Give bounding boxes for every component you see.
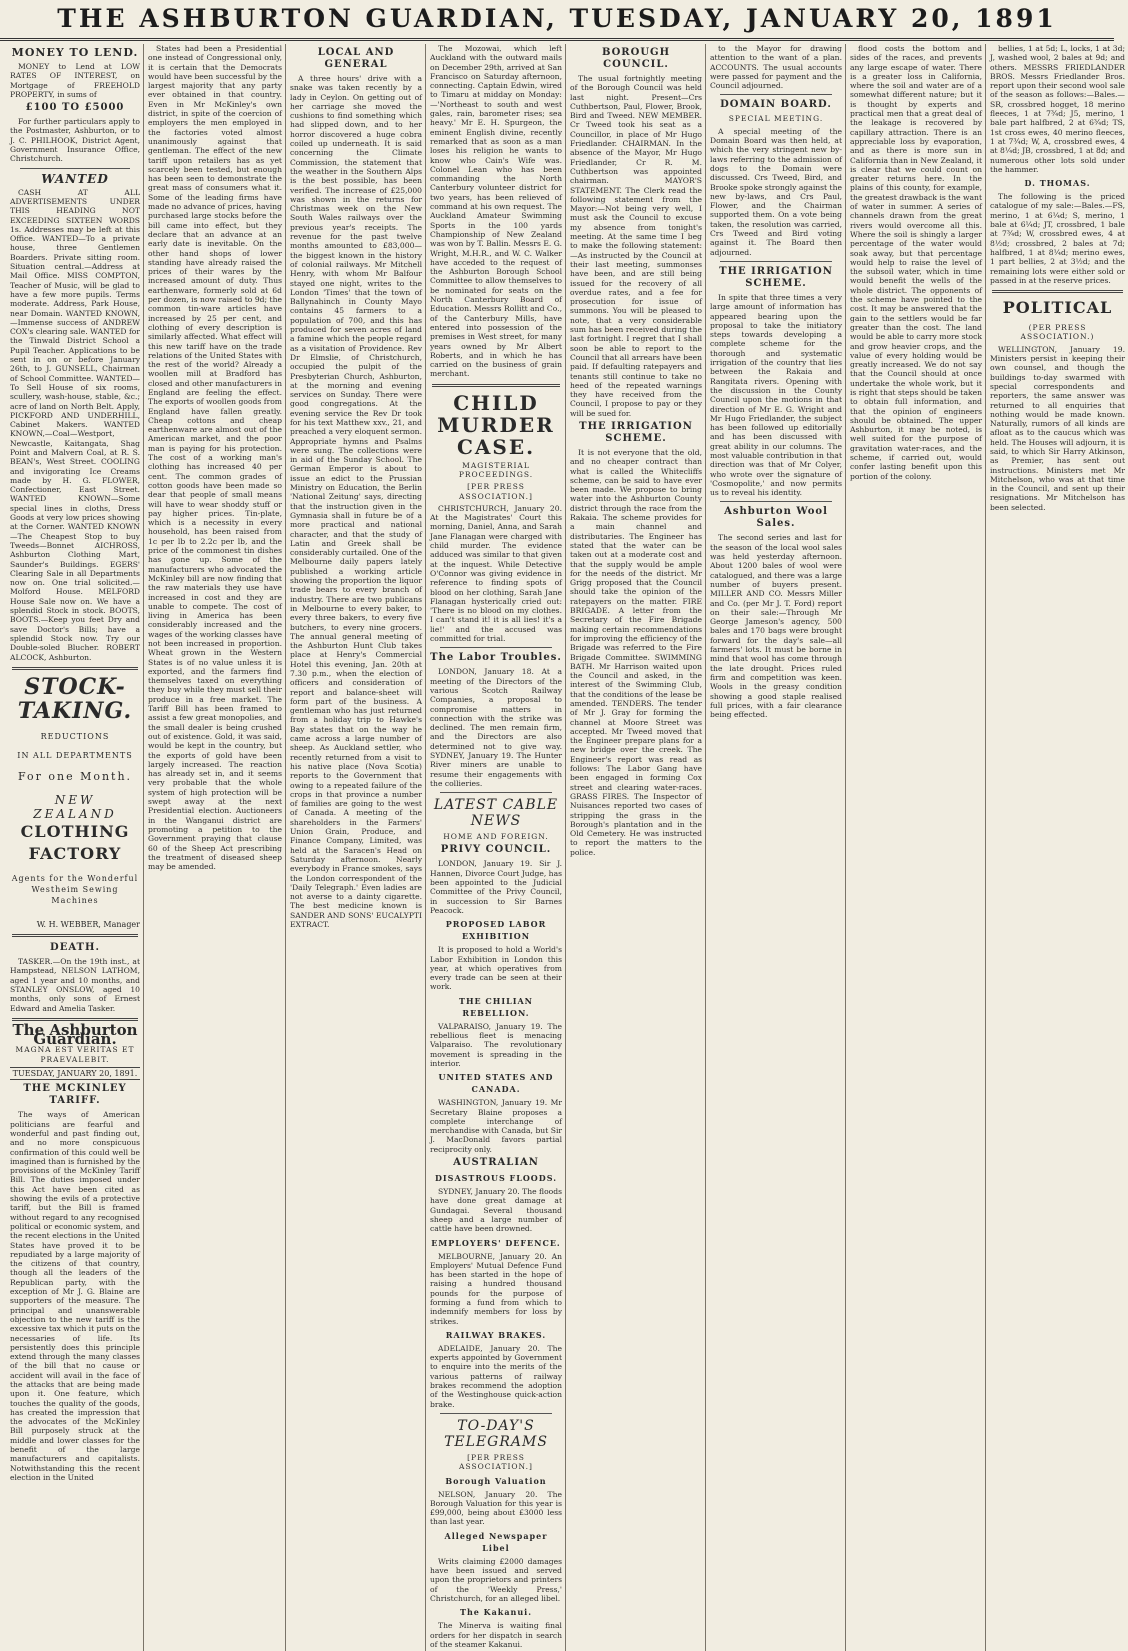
column-8: [990, 44, 1128, 1651]
alleged-libel-text: Writs claiming £2000 damages have been issued and served upon the proprietors and printers of the 'Weekly Press,' Christchurch, for an alleged libel.: [430, 1556, 562, 1603]
reductions-text: REDUCTIONS: [40, 731, 110, 741]
kakanui-heading: The Kakanui.: [460, 1607, 532, 1618]
wool-sales-heading: Ashburton Wool Sales.: [724, 506, 828, 530]
labor-exhibition-heading: PROPOSED LABOR EXHIBITION: [445, 919, 547, 942]
departments-text: IN ALL DEPARTMENTS: [17, 750, 133, 760]
tariff-article: The ways of American politicians are fearful and wonderful and past finding out, and no more conspicuous confirmation of this could well be imagined than is furnished by the provisions of the McKinley Tariff Bill. The duties imposed under this Act have been cited as showing the evils of a protective tariff, but the Bill is framed without regard to any recognised political or economic system, and the recent elections in the United States have proved it to be repudiated by a large majority of the citizens of that country, though all the leaders of the Republican party, with the exception of Mr J. G. Blaine are supporters of the measure. The principal and unanswerable objection to the new tariff is the excessive tax which it puts on the necessaries of life. Its persistently does this principle extend through the many classes of the bill that no cause or accident will avail in the face of the attacks that are being made upon it. One feature, which touches the quality of the goods, has created the impression that the advocates of the McKinley Bill purposely struck at the middle and lower classes for the benefit of the large manufacturers and capitalists. Notwithstanding this the recent election in the United: [10, 1110, 140, 1482]
irrigation-scheme-heading: THE IRRIGATION SCHEME.: [719, 265, 833, 289]
new-zealand-text: NEW ZEALAND: [33, 792, 117, 821]
death-notice: TASKER.—On the 19th inst., at Hampstead, NELSON LATHOM, aged 1 year and 10 months, and STANLEY ONSLOW, aged 10 months, only sons of Ernest Edward and Amelia Tasker.: [10, 957, 140, 1013]
floods-text: SYDNEY, January 20. The floods have done great damage at Gundagai. Several thousand sheep and a large number of cattle have been drowned.: [430, 1187, 562, 1234]
press-association-label: [PER PRESS ASSOCIATION.]: [459, 482, 533, 501]
divider: [720, 501, 832, 502]
privy-council-heading: PRIVY COUNCIL.: [440, 844, 552, 856]
labor-exhibition-text: It is proposed to hold a World's Labor Exhibition in London this year, at which operatives from every trade can be seen at their work.: [430, 945, 562, 992]
labor-troubles-text: LONDON, January 18. At a meeting of the Directors of the various Scotch Railway Companies, a proposal to compromise matters in connection with the strike was declined. The men remain firm, and the Directors are also determined not to give way. SYDNEY, January 19. The Hunter River miners are unable to resume their engagements with the collieries.: [430, 667, 562, 788]
one-month-text: For one Month.: [17, 769, 133, 783]
thomas-catalogue: The following is the priced catalogue of my sale:—Bales.—FS, merino, 1 at 6¼d; S, merino, 1 bale at 6¼d; JT, crossbred, 1 bale at 7¾d; W, crossbred ewes, 4 at 8½d; crossbred, 2 bales at 7d; halfbred, 1 at 8¼d; merino ewes, 1 part bellies, 2 at 3½d; and the remaining lots were either sold or passed in at the reserve prices.: [990, 192, 1125, 285]
wool-sales-text: The second series and last for the season of the local wool sales was held yesterday afternoon. About 1200 bales of wool were catalogued, and there was a large number of buyers present. MILLER AND CO. Messrs Miller and Co. (per Mr J. T. Ford) report on their sale:—Through Mr George Jameson's agency, 500 bales and 170 bags were brought forward for the day's sale—all farmers' lots. It must be borne in mind that wool has come through the late drought. Prices ruled firm and competition was keen. Wools in the greasy condition showing a good staple realised full prices, with a fair clearance being effected.: [710, 533, 842, 720]
newspaper-columns: [10, 44, 1125, 1649]
borough-council-text: The usual fortnightly meeting of the Borough Council was held last night. Present—Crs Cuthbertson, Paul, Flower, Brook, Bird and Tweed. NEW MEMBER. Cr Tweed took his seat as a Councillor, in place of Mr Hugo Friedlander. CHAIRMAN. In the absence of the Mayor, Mr Hugo Friedlander, Cr R. M. Cuthbertson was appointed chairman. MAYOR'S STATEMENT. The Clerk read the following statement from the Mayor:—Not being very well, I must ask the Council to excuse my absence from tonight's meeting. At the same time I beg to make the following statement:—As instructed by the Council at their last meeting, summonses have been, and are still being issued for the recovery of all overdue rates, and a fee for prosecution for issue of summons. You will be pleased to note, that a very considerable sum has been received during the last fortnight. I regret that I shall soon be able to report to the Council that all arrears have been paid. If defaulting ratepayers and tenants still continue to take no heed of the repeated warnings they have received from the Council, I propose to pay or they will be sued for.: [570, 74, 702, 418]
child-murder-heading: CHILD MURDER CASE.: [437, 390, 555, 459]
divider: [12, 934, 138, 937]
thomas-heading: D. THOMAS.: [1024, 178, 1091, 189]
agents-text: Agents for the Wonderful Westheim Sewing Machines: [11, 873, 139, 905]
divider: [440, 1413, 552, 1414]
tariff-article-continued: States had been a Presidential one instead of Congressional only, it is certain that the Democrats would have been successful by the largest majority that any party ever obtained in that country. Even in Mr McKinley's own district, in spite of the coercion of employers the men employed in the factories voted almost unanimously against that gentleman. The effect of the new tariff upon retailers has as yet scarcely been tested, but enough has been seen to demonstrate the great mass of consumers what it. Some of the leading firms have made no advance of prices, having purchased large stocks before the bill came into effect, but they declare that an advance at an early date is inevitable. On the other hand shops of lower standing have already raised the prices of their wares by the increased amount of duty. Thus earthenware, formerly sold at 6d per dozen, is now raised to 9d; the common tin-ware articles have increased by 25 per cent, and clothing of every description is similarly affected. What effect will this new tariff have on the trade relations of the United States with the rest of the world? Already a woollen mill at Bradford has closed and other manufacturers in England are feeling the effect. The exports of woollen goods from England have fallen greatly. Cheap cottons and cheap earthenware are almost out of the American market, and the poor man is paying for his protection. The cost of a working man's clothing has increased 40 per cent. The common grades of cotton goods have been made so dear that people of small means will have to wear shoddy stuff or pay higher prices. Tin-plate, which is a necessity in every household, has been raised from 1c per lb to 2.2c per lb, and the price of the commonest tin dishes has gone up. Some of the manufacturers who advocated the McKinley bill are now finding that the raw materials they use have increased in cost and they are unable to compete. The cost of living in America has been considerably increased and the wages of the working classes have not been increased in proportion. Wheat grown in the Western States is of no value unless it is exported, and the farmers find themselves taxed on everything they buy while they must sell their produce in a free market. The Tariff Bill has been framed to assist a few great monopolies, and the small dealer is being crushed out of existence. Gold, it was said, would be kept in the country, but the exports of gold have been largely increased. The reaction has already set in, and it seems very probable that the whole system of high protection will be swept away at the next Presidential election. Auctioneers in the Wanganui district are promoting a petition to the Government praying that clause 60 of the Sheep Act prescribing the treatment of diseased sheep may be amended.: [148, 44, 282, 872]
us-canada-heading: UNITED STATES AND CANADA.: [438, 1072, 554, 1095]
labor-troubles-heading: The Labor Troubles.: [430, 652, 562, 664]
tariff-heading: THE MCKINLEY TARIFF.: [23, 1083, 127, 1107]
money-to-lend-contact: For further particulars apply to the Postmaster, Ashburton, or to J. C. PHILHOOK, District Agent, Government Insurance Office, Christchurch.: [10, 117, 140, 164]
irrigation-article-continued: flood costs the bottom and sides of the races, and prevents any large escape of water. There is a greater loss in California, where the soil and water are of a somewhat different nature; but it is thought by experts and practical men that a great deal of the leakage is recovered by capillary attraction. There is an appreciable loss by evaporation, and as there is more sun in California than in New Zealand, it is clear that we could count on greater returns here. In the plains of this county, for example, the greatest drawback is the want of water in summer. A series of channels drawn from the great rivers would overcome all this. Where the soil is shingly a larger percentage of the water would soak away, but that percentage would help to raise the level of the subsoil water, which in time would benefit the wells of the whole district. The opponents of the scheme have pointed to the cost. It may be answered that the gain to the settlers would be far greater than the cost. The land would be able to carry more stock and grow heavier crops, and the value of every holding would be greatly increased. We do not say that the Council should at once undertake the whole work, but it is right that steps should be taken to obtain full information, and that the opinion of engineers should be obtained. The upper Ashburton, it may be noted, is well suited for the purpose of gravitation water-races, and the scheme, if carried out, would confer lasting benefit upon this portion of the colony.: [850, 44, 983, 481]
special-meeting-label: SPECIAL MEETING.: [728, 114, 824, 124]
paper-motto: MAGNA EST VERITAS ET PRAEVALEBIT.: [15, 1045, 135, 1064]
railway-brakes-heading: RAILWAY BRAKES.: [445, 1329, 547, 1340]
todays-telegrams-heading: TO-DAY'S TELEGRAMS: [444, 1417, 548, 1450]
paper-name: The Ashburton Guardian.: [12, 1020, 138, 1049]
irrigation-scheme-heading-col5: THE IRRIGATION SCHEME.: [579, 420, 693, 444]
wanted-ads: CASH AT ALL ADVERTISEMENTS UNDER THIS HEADING NOT EXCEEDING SIXTEEN WORDS 1s. Addresses may be left at this Office. WANTED—To a private house, three Gentlemen Boarders. Private sitting room. Situation central.—Address at Mail Office. MISS COMPTON, Teacher of Music, will be glad to have a few more pupils. Terms moderate. Address, Park House, near Domain. WANTED KNOWN,—Immense success of ANDREW COX's clearing sale. WANTED for the Tinwald District School a Pupil Teacher. Applications to be sent in on or before January 26th, to J. GUNSELL, Chairman of School Committee. WANTED—To Sell House of six rooms, scullery, wash-house, stable, &c.; acre of land on North Belt. Apply, PICKFORD AND UNDERHILL, Cabinet Makers. WANTED KNOWN,—Coal—Westport, Newcastle, Kaitangata, Shag Point and Malvern Coal, at R. S. BEAN's, West Street. COOLING and invigorating Ice Creams made by H. G. FLOWER, Confectioner, East Street. WANTED KNOWN—Some special lines in cloths, Dress Goods at very low prices showing at the Corner. WANTED KNOWN—The Cheapest Stop to buy Tweeds—Bonnet AICHROSS, Ashburton Clothing Mart, Saunder's Buildings. EGERS' Clearing Sale in all Departments now on. One trial solicited.—Molford House. MELFORD House Sale now on. We have a splendid Stock in stock. BOOTS, BOOTS.—Keep you feet Dry and save Doctor's Bills; have a splendid Stock now. Try our Double-soled Blucher. ROBERT ALCOCK, Ashburton.: [10, 187, 140, 662]
clothing-factory-ad: [10, 675, 140, 929]
column-1: [10, 44, 144, 1651]
borough-valuation-text: NELSON, January 20. The Borough Valuation for this year is £99,000, being about £3000 less than last year.: [430, 1489, 562, 1527]
irrigation-scheme-text: In spite that three times a very large amount of information has appeared bearing upon the proposal to take the initiatory steps towards developing a complete scheme for the thorough and systematic irrigation of the country that lies between the Rakaia and Rangitata rivers. Opening with the discussion in the County Council upon the motions in that direction of Mr E. G. Wright and Mr Hugo Friedlander, the subject has been followed up editorially and has been discussed with great ability in our columns. The most valuable contribution in that direction was that of Mr Colyer, who wrote over the signature of 'Cosmopolite,' and now permits us to reveal his identity.: [710, 292, 842, 498]
borough-council-heading: BOROUGH COUNCIL.: [601, 47, 671, 70]
divider: [440, 647, 552, 648]
divider: [440, 792, 552, 793]
borough-valuation-heading: Borough Valuation: [445, 1475, 547, 1486]
political-heading: POLITICAL: [1002, 298, 1113, 318]
divider: [432, 384, 560, 387]
divider: [20, 168, 130, 169]
child-murder-text: CHRISTCHURCH, January 20. At the Magistrates' Court this morning, Daniel, Anna, and Sarah Jane Flanagan were charged with child murder. The evidence adduced was similar to that given at the inquest. While Detective O'Connor was giving evidence in reference to finding spots of blood on her clothing, Sarah Jane Flanagan hysterically cried out: 'There is no blood on my clothes. I can't stand it! it is all lies! it's a lie!' and the accused was committed for trial.: [430, 503, 562, 644]
employers-defence-heading: EMPLOYERS' DEFENCE.: [431, 1237, 561, 1248]
telegrams-press-label: [PER PRESS ASSOCIATION.]: [459, 1452, 533, 1472]
newspaper-masthead-title: THE ASHBURTON GUARDIAN, TUESDAY, JANUARY 20, 1891: [57, 4, 1057, 33]
stock-taking-heading: STOCK-TAKING.: [17, 673, 133, 724]
money-sums: £100 TO £5000: [25, 102, 125, 114]
column-6: [710, 44, 846, 1651]
local-and-general-text: A three hours' drive with a snake was taken recently by a lady in Ceylon. On getting out of her carriage she moved the cushions to find something which had slipped down, and to her horror discovered a huge cobra coiled up underneath. It is said concerning the Climate Commission, the statement that the weather in the Southern Alps is the best possible, has been verified. The increase of £25,000 was shown in the returns for Christmas week on the New South Wales railways over the previous year's receipts. The revenue for the past twelve months amounted to £83,000—the biggest known in the history of colonial railways. Mr Mitchell Henry, with whom Mr Balfour stayed one night, writes to the London 'Times' that the town of Ballynahinch in County Mayo contains 45 farmers to a population of 700, and this has produced for seven acres of land a famine which the people regard as a visitation of Providence. Rev Dr Elmslie, of Christchurch, occupied the pulpit of the Presbyterian Church, Ashburton, at the morning and evening services on Sunday. There were good congregations. At the evening service the Rev Dr took for his text Matthew xxv., 21, and preached a very eloquent sermon. Appropriate hymns and Psalms were sung. The collections were in aid of the Sunday School. The German Emperor is about to issue an edict to the Prussian Ministry on Education, the Berlin 'National Zeitung' says, directing that the instruction given in the Gymnasia shall in future be of a more practical and national character, and that the study of Latin and Greek shall be considerably curtailed. One of the Melbourne daily papers lately published a working article showing the proportion the liquor trade bears to every branch of industry. There are two publicans in Melbourne to every baker, to every three bakers, to every five butchers, to every nine grocers. The annual general meeting of the Ashburton Hunt Club takes place at Henry's Commercial Hotel this evening, Jan. 20th at 7.30 p.m., when the election of officers and consideration of report and balance-sheet will form part of the business. A gentleman who has just returned from a holiday trip to Hawke's Bay states that on the way he came across a large number of sheep. As Auckland settler, who recently returned from a visit to his native place (Nova Scotia) reports to the Government that owing to a repeated failure of the crops in that province a number of families are going to the west of Canada. A meeting of the shareholders in the Farmers' Union Grain, Produce, and Finance Company, Limited, was held at the Saracen's Head on Saturday afternoon. Nearly everybody in France smokes, says the London correspondent of the 'Daily Telegraph.' Even ladies are not averse to a dainty cigarette. The best medicine known is SANDER AND SONS' EUCALYPTI EXTRACT.: [290, 74, 422, 930]
column-7: [850, 44, 986, 1651]
railway-brakes-text: ADELAIDE, January 20. The experts appointed by Government to enquire into the merits of the various patterns of railway brakes recommend the adoption of the Westinghouse quick-action brake.: [430, 1343, 562, 1409]
chilian-rebellion-heading: THE CHILIAN REBELLION.: [459, 995, 533, 1018]
political-text: WELLINGTON, January 19. Ministers persist in keeping their own counsel, and though the buildings to-day swarmed with special correspondents and reporters, the same answer was returned to all enquiries that nothing would be made known. Naturally, rumors of all kinds are afloat as to the caucus which was held. The Houses will adjourn, it is said, to which Sir Harry Atkinson, as Premier, has sent out instructions. Ministers met Mr Mitchelson, who was at that time in the Council, and sent up their resignations. Mr Mitchelson has been selected.: [990, 344, 1125, 512]
manager-signature: W. H. WEBBER, Manager: [36, 919, 140, 929]
column-3: [290, 44, 426, 1651]
clothing-factory-text: CLOTHING FACTORY: [20, 821, 130, 863]
column-4: [430, 44, 566, 1651]
employers-defence-text: MELBOURNE, January 20. An Employers' Mutual Defence Fund has been started in the hope of raising a hundred thousand pounds for the purpose of forming a fund from which to indemnify members for loss by strikes.: [430, 1251, 562, 1326]
political-press-label: (PER PRESS ASSOCIATION.): [1020, 323, 1095, 342]
privy-council-text: LONDON, January 19. Sir J. Hannen, Divorce Court Judge, has been appointed to the Judicial Committee of the Privy Council, in succession to Sir Barnes Peacock.: [430, 859, 562, 915]
wool-sale-report: bellies, 1 at 5d; L, locks, 1 at 3d; J, washed wool, 2 bales at 9d; and others. MESSRS FRIEDLANDER BROS. Messrs Friedlander Bros. report upon their second wool sale of the season as follows:—Bales.—SR, crossbred hogget, 18 merino fleeces, 1 at 7¾d; J5, merino, 1 bale part halfbred, 2 at 6¾d; TS, 1st cross ewes, 40 merino fleeces, 1 at 7¾d; W, A, crossbred ewes, 4 at 8¼d; JB, crossbred, 1 at 8d; and numerous other lots sold under the hammer.: [990, 44, 1125, 174]
paper-dateline: TUESDAY, JANUARY 20, 1891.: [10, 1067, 140, 1080]
column-2: [148, 44, 286, 1651]
money-to-lend-text: MONEY to Lend at LOW RATES OF INTEREST, on Mortgage of FREEHOLD PROPERTY, in sums of: [10, 62, 140, 99]
death-heading: DEATH.: [50, 942, 100, 954]
disastrous-floods-heading: DISASTROUS FLOODS.: [434, 1173, 557, 1184]
domain-board-heading: DOMAIN BOARD.: [720, 99, 832, 111]
divider: [12, 667, 138, 670]
masthead: [0, 0, 1114, 41]
australian-heading: AUSTRALIAN: [453, 1157, 539, 1169]
accounts-text: to the Mayor for drawing attention to the want of a plan. ACCOUNTS. The usual accounts were passed for payment and the Council adjourned.: [710, 44, 842, 91]
alleged-libel-heading: Alleged Newspaper Libel: [444, 1530, 548, 1553]
magisterial-heading: MAGISTERIAL PROCEEDINGS.: [458, 460, 534, 479]
chilian-rebellion-text: VALPARAISO, January 19. The rebellious fleet is menacing Valparaiso. The revolutionary movement is spreading in the interior.: [430, 1021, 562, 1068]
domain-board-text: A special meeting of the Domain Board was then held, at which the very stringent new by-laws referring to the admission of dogs to the Domain were discussed. Crs Tweed, Bird, and Brooke spoke strongly against the new by-laws, and Crs Paul, Flower, and the Chairman supported them. On a vote being taken, the resolution was carried, Crs Tweed and Bird voting against it. The Board then adjourned.: [710, 126, 842, 257]
money-to-lend-heading: MONEY TO LEND.: [11, 46, 139, 59]
divider: [720, 94, 832, 95]
local-and-general-heading: LOCAL AND GENERAL: [317, 47, 395, 70]
general-news-text: The Mozowai, which left Auckland with the outward mails on December 29th, arrived at San Francisco on Saturday afternoon, connecting. Captain Edwin, wired to Timaru at midday on Monday:—'Northeast to south and west gales, rain, barometer rises; sea heavy.' Mr E. H. Spurgeon, the eminent English divine, recently remarked that as soon as a man loses his religion he wants to know who Cain's Wife was. Colonel Lean who has been commanding the North Canterbury volunteer district for two years, has been relieved of command at his own request. The Auckland Amateur Swimming Sports in the 100 yards Championship of New Zealand was won by T. Ballin. Messrs E. G. Wright, M.H.R., and W. C. Walker have acceded to the request of the Ashburton Borough School Committee to allow themselves to be nominated for seats on the North Canterbury Board of Education. Messrs Rollitt and Co., of the Canterbury Mills, have entered into possession of the premises in West street, for many years owned by Mr Albert Roberts, and in which he has carried on the business of grain merchant.: [430, 44, 562, 379]
home-and-foreign-label: HOME AND FOREIGN.: [443, 832, 549, 842]
borough-council-text-continued: It is not everyone that the old, and no cheaper contract than what is called the Whitecliffs scheme, can be said to have ever been made. We propose to bring water into the Ashburton County district through the race from the Rakaia. The scheme provides for a main channel and distributaries. The Engineer has stated that the water can be taken out at a moderate cost and that the supply would be ample for the needs of the district. Mr Grigg proposed that the Council should take the opinion of the ratepayers on the matter. FIRE BRIGADE. A letter from the Secretary of the Fire Brigade making certain recommendations for improving the efficiency of the Brigade was referred to the Fire Brigade Committee. SWIMMING BATH. Mr Harrison waited upon the Council and asked, in the interest of the Swimming Club, that the conditions of the lease be amended. TENDERS. The tender of Mr J. Gray for forming the channel at Moore Street was accepted. Mr Tweed moved that the Engineer prepare plans for a new bridge over the creek. The Engineer's report was read as follows: The Labor Gang have been engaged in forming Cox street and clearing water-races. GRASS FIRES. The Inspector of Nuisances reported two cases of stripping the grass in the Borough's plantation and in the Old Cemetery. He was instructed to report the matters to the police.: [570, 447, 702, 857]
latest-cable-news-heading: LATEST CABLE NEWS: [433, 797, 559, 830]
kakanui-text: The Minerva is waiting final orders for her dispatch in search of the steamer Kakanui.: [430, 1621, 562, 1649]
column-5: [570, 44, 706, 1651]
wanted-heading: WANTED: [41, 171, 109, 186]
divider: [720, 261, 832, 262]
divider: [992, 290, 1123, 293]
us-canada-text: WASHINGTON, January 19. Mr Secretary Blaine proposes a complete interchange of merchandise with Canada, but Sir J. MacDonald favors partial reciprocity only.: [430, 1098, 562, 1154]
